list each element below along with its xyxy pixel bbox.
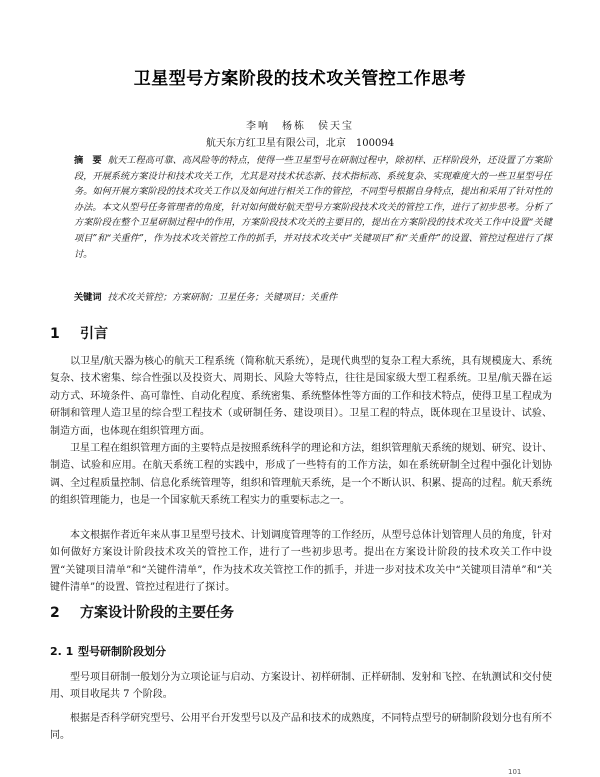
section-1-number: 1	[50, 326, 60, 342]
section-1-paragraph: 卫星工程在组织管理方面的主要特点是按照系统科学的理论和方法，组织管理航天系统的规划、研究、设计、制造、试验和应用。在航天系统工程的实践中，形成了一些特有的工作方法，如在系统研制全过程中强化计划协调、全过程质量控制、信息化系统管理等，组织和管理航天系统，是一个不断认识、积累、提高的过程。航天系统的组织管理能力，也是一个国家航天系统工程实力的重要标志之一。	[50, 443, 552, 507]
section-1-paragraph: 以卫星/航天器为核心的航天工程系统（简称航天系统），是现代典型的复杂工程大系统，具有规模庞大、系统复杂、技术密集、综合性强以及投资大、周期长、风险大等特点，往往是国家级大型工程系统。卫星/航天器在运动方式、环境条件、高可靠性、自动化程度、系统密集、系统整体性等方面的工作和技术特点，使得卫星工程成为研制和管理人造卫星的综合型工程技术（或研制任务、建设项目）。卫星工程的特点，既体现在卫星设计、试验、制造方面，也体现在组织管理方面。	[50, 356, 552, 437]
abstract-text: 航天工程高可靠、高风险等的特点，使得一些卫星型号在研制过程中，除初样、正样阶段外，还设置了方案阶段，开展系统方案设计和技术攻关工作，尤其是对技术状态新、技术指标高、系统复杂、实现难度大的一些卫星型号任务。如何开展方案阶段的技术攻关工作以及如何进行相关工作的管控，不同型号根据自身特点，提出和采用了针对性的办法。本文从型号任务管理者的角度，针对如何做好航天型号方案阶段技术攻关的管控工作，进行了初步思考。分析了方案阶段在整个卫星研制过程中的作用，方案阶段技术攻关的主要目的，提出在方案阶段的技术攻关工作中设置“关键项目”和“关重件”，作为技术攻关管控工作的抓手，并对技术攻关中“关键项目”和“关重件”的设置、管控过程进行了探讨。	[74, 155, 553, 260]
section-2-title: 方案设计阶段的主要任务	[80, 605, 234, 621]
page-number: 101	[508, 768, 522, 776]
author-affiliation: 航天东方红卫星有限公司，北京 100094	[205, 138, 395, 149]
subsection-2-1-paragraph: 根据是否科学研究型号、公用平台开发型号以及产品和技术的成熟度，不同特点型号的研制阶段划分也有所不同。	[50, 713, 552, 742]
abstract-block	[74, 153, 552, 262]
paper-title: 卫星型号方案阶段的技术攻关管控工作思考	[133, 69, 467, 89]
section-1-title: 引言	[80, 326, 108, 342]
subsection-2-1-heading	[50, 643, 166, 659]
abstract-label: 摘 要	[74, 155, 102, 166]
section-2-number: 2	[50, 605, 60, 621]
keywords-block	[74, 290, 552, 305]
subsection-2-1-paragraph: 型号项目研制一般划分为立项论证与启动、方案设计、初样研制、正样研制、发射和飞控、在轨测试和交付使用、项目收尾共 7 个阶段。	[50, 672, 552, 701]
subsection-2-1-number: 2. 1	[50, 645, 74, 658]
author-list: 李响 杨栋 侯天宝	[246, 121, 354, 132]
subsection-2-1-title: 型号研制阶段划分	[78, 645, 166, 658]
section-2-heading	[50, 602, 234, 622]
keywords-text: 技术攻关管控；方案研制；卫星任务；关键项目；关重件	[107, 292, 338, 303]
section-1-heading	[50, 323, 108, 343]
section-1-paragraph: 本文根据作者近年来从事卫星型号技术、计划调度管理等的工作经历，从型号总体计划管理人员的角度，针对如何做好方案设计阶段技术攻关的管控工作，进行了一些初步思考。提出在方案设计阶段的技术攻关工作中设置“关键项目清单”和“关键件清单”，作为技术攻关管控工作的抓手，并进一步对技术攻关中“关键项目清单”和“关键件清单”的设置、管控过程进行了探讨。	[50, 530, 552, 594]
keywords-label: 关键词	[74, 292, 102, 303]
